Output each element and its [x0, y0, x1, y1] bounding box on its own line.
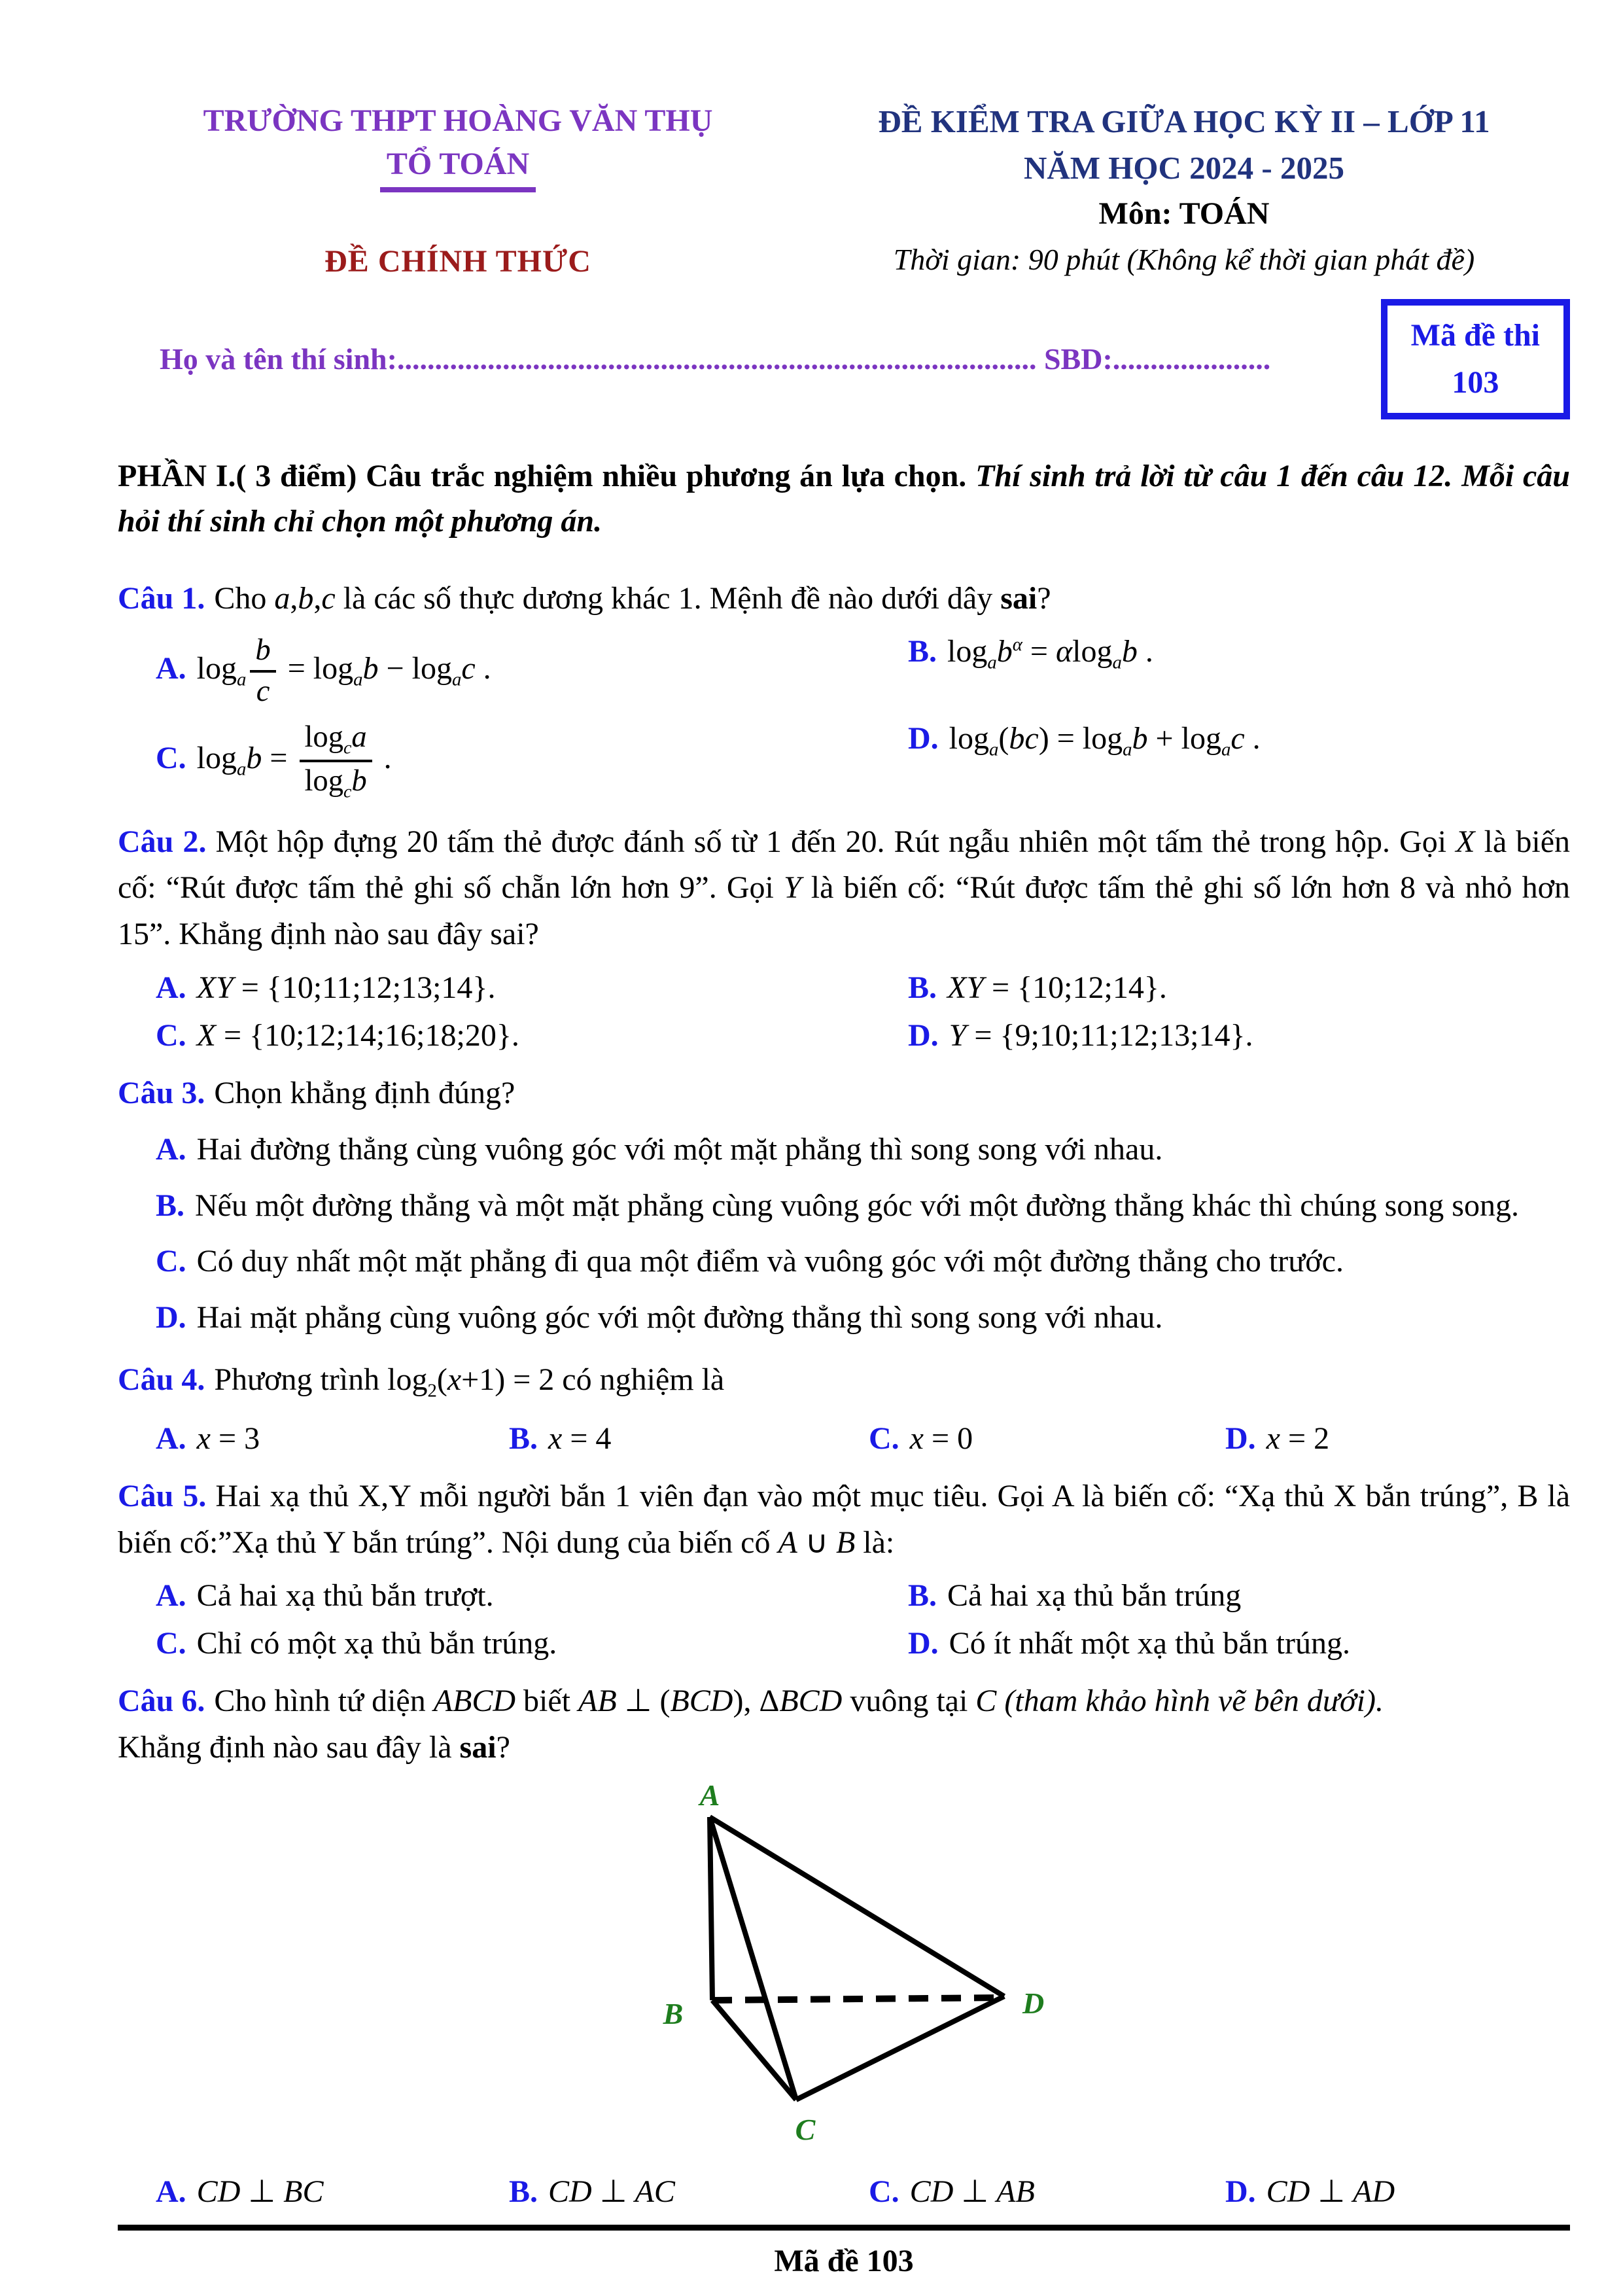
q3-option-c — [118, 1239, 1570, 1284]
subject: Môn: TOÁN — [1098, 196, 1270, 232]
q4-option-a — [156, 1421, 509, 1457]
official-exam-label: ĐỀ CHÍNH THỨC — [324, 243, 591, 279]
vertex-label-a: A — [699, 1782, 720, 1812]
question-5 — [118, 1474, 1570, 1661]
option-letter: D. — [1225, 2174, 1256, 2209]
option-letter: B. — [156, 1188, 185, 1223]
option-formula: Y = {9;10;11;12;13;14}. — [949, 1017, 1253, 1053]
option-formula: CD ⊥ AD — [1266, 2174, 1395, 2209]
edge-bd-hidden — [712, 1998, 1004, 2000]
duration: Thời gian: 90 phút (Không kể thời gian phát đề) — [893, 242, 1475, 276]
department-name: TỔ TOÁN — [380, 144, 536, 192]
option-formula: CD ⊥ BC — [196, 2174, 324, 2209]
option-letter: C. — [156, 1626, 186, 1661]
question-number: Câu 4. — [118, 1362, 205, 1398]
option-letter: A. — [156, 970, 186, 1005]
school-name: TRƯỜNG THPT HOÀNG VĂN THỤ — [203, 103, 713, 138]
exam-title: ĐỀ KIỂM TRA GIỮA HỌC KỲ II – LỚP 11 — [878, 103, 1490, 139]
q5-options-row-1 — [118, 1578, 1570, 1614]
question-number: Câu 3. — [118, 1075, 205, 1110]
question-5-stem: Câu 5. Hai xạ thủ X,Y mỗi người bắn 1 viên đạn vào một mục tiêu. Gọi A là biến cố: “Xạ thủ X bắn trúng”, B là biến cố:”Xạ thủ Y bắn trúng”. Nội dung của biến cố A ∪ B là: — [118, 1479, 1571, 1560]
option-letter: A. — [156, 1132, 186, 1167]
q6-option-c — [869, 2173, 1225, 2210]
vertex-label-d: D — [1022, 1986, 1045, 2020]
question-number: Câu 5. — [118, 1479, 207, 1514]
q4-option-d — [1225, 1421, 1570, 1457]
option-text: Hai mặt phẳng cùng vuông góc với một đường thẳng thì song song với nhau. — [196, 1299, 1163, 1335]
exam-code-label: Mã đề thi — [1410, 317, 1540, 353]
option-letter: A. — [156, 1578, 186, 1614]
part1-heading-italic: Thí sinh trả lời từ câu 1 đến câu 12. Mỗi câu hỏi thí sinh chỉ chọn một phương án. — [118, 458, 1570, 539]
sbd-label: SBD:..................... — [1043, 342, 1271, 376]
vertex-label-b: B — [663, 1996, 684, 2030]
option-letter: B. — [509, 2174, 538, 2209]
q6-option-b — [509, 2173, 869, 2210]
q5-option-d — [908, 1625, 1570, 1661]
option-letter: B. — [908, 1578, 937, 1614]
q2-option-a — [156, 970, 908, 1006]
edge-ab — [710, 1817, 712, 2000]
inline-math: A ∪ B — [778, 1525, 856, 1560]
question-3-stem: Câu 3. Chọn khẳng định đúng? — [118, 1075, 515, 1110]
part1-heading — [118, 453, 1570, 544]
option-letter: B. — [509, 1421, 538, 1457]
q2-option-c — [156, 1017, 908, 1053]
inline-math: $\log_2(x+1) = 2$ — [387, 1362, 555, 1402]
q4-option-c — [869, 1421, 1225, 1457]
header — [118, 98, 1570, 282]
option-formula: CD ⊥ AC — [548, 2174, 675, 2209]
q1-option-d — [908, 720, 1570, 802]
header-right — [798, 98, 1570, 282]
question-6 — [118, 1678, 1570, 2209]
option-formula: XY = {10;11;12;13;14}. — [196, 970, 496, 1005]
q5-option-c — [156, 1625, 908, 1661]
exam-code-box — [1381, 299, 1570, 419]
option-text: Chỉ có một xạ thủ bắn trúng. — [196, 1626, 557, 1661]
footer-rule — [118, 2225, 1570, 2231]
q3-option-b — [118, 1183, 1570, 1229]
edge-cd — [796, 1996, 1004, 2100]
option-letter: C. — [156, 741, 186, 776]
q2-options-row-1 — [118, 970, 1570, 1006]
option-formula: $\log_a(bc) = \log_ab + \log_ac$ . — [949, 720, 1261, 760]
option-formula: $\log_a$ $\frac{b}{c}$ = $\log_ab - \log_ac$ . — [196, 633, 491, 708]
option-formula: CD ⊥ AB — [909, 2174, 1035, 2209]
inline-math: AB ⊥ (BCD), — [578, 1684, 752, 1719]
q5-options-row-2 — [118, 1625, 1570, 1661]
student-id-row — [118, 299, 1570, 419]
q5-option-a — [156, 1578, 908, 1614]
question-6-stem-line2: Khẳng định nào sau đây là sai? — [118, 1730, 510, 1765]
option-formula: XY = {10;12;14}. — [947, 970, 1167, 1005]
question-number: Câu 6. — [118, 1684, 205, 1719]
q3-option-d — [118, 1295, 1570, 1341]
option-letter: D. — [1225, 1421, 1256, 1457]
inline-math: Y — [783, 870, 801, 906]
option-text: Hai đường thẳng cùng vuông góc với một mặt phẳng thì song song với nhau. — [196, 1132, 1163, 1167]
school-year: NĂM HỌC 2024 - 2025 — [1024, 150, 1344, 186]
question-1 — [118, 576, 1570, 802]
tetrahedron-svg — [644, 1783, 1076, 2149]
q5-option-b — [908, 1578, 1570, 1614]
inline-math: X — [1456, 824, 1475, 859]
q1-options-row-2 — [118, 720, 1570, 802]
q2-option-b — [908, 970, 1570, 1006]
q1-option-b — [908, 633, 1570, 708]
inline-math: ABCD — [433, 1684, 516, 1719]
q6-option-d — [1225, 2173, 1570, 2210]
option-letter: A. — [156, 650, 186, 686]
q2-option-d — [908, 1017, 1570, 1053]
q6-options-row — [118, 2173, 1570, 2210]
option-letter: D. — [908, 1626, 939, 1661]
footer-exam-code: Mã đề 103 — [774, 2244, 914, 2278]
q1-option-a — [156, 633, 908, 708]
option-letter: D. — [908, 720, 939, 756]
option-formula: X = {10;12;14;16;18;20}. — [196, 1017, 519, 1053]
question-2 — [118, 819, 1570, 1053]
q3-option-a — [118, 1127, 1570, 1173]
option-letter: C. — [869, 2174, 899, 2209]
option-formula: x = 2 — [1266, 1421, 1330, 1457]
option-formula: x = 0 — [909, 1421, 973, 1457]
student-name-label: Họ và tên thí sinh:..................................................................................... — [160, 342, 1037, 376]
question-number: Câu 1. — [118, 580, 205, 616]
vertex-label-c: C — [795, 2112, 816, 2146]
q2-options-row-2 — [118, 1017, 1570, 1053]
exam-code-value: 103 — [1452, 364, 1499, 400]
question-4-stem: Câu 4. Phương trình $\log_2(x+1) = 2$ có nghiệm là — [118, 1362, 725, 1402]
question-number: Câu 2. — [118, 824, 207, 859]
option-letter: A. — [156, 1421, 186, 1457]
question-4 — [118, 1357, 1570, 1457]
tetrahedron-figure — [644, 1783, 1076, 2157]
option-letter: A. — [156, 2174, 186, 2209]
option-letter: B. — [908, 970, 937, 1005]
header-left — [118, 98, 798, 282]
question-6-stem: Câu 6. Cho hình tứ diện ABCD biết AB ⊥ (BCD), ΔBCD vuông tại C (tham khảo hình vẽ bên dưới). — [118, 1684, 1384, 1719]
inline-math: a,b,c — [274, 580, 336, 616]
inline-math: ΔBCD — [759, 1684, 843, 1719]
inline-math: C — [975, 1684, 997, 1719]
option-text: Cả hai xạ thủ bắn trượt. — [196, 1578, 494, 1614]
question-2-stem: Câu 2. Một hộp đựng 20 tấm thẻ được đánh số từ 1 đến 20. Rút ngẫu nhiên một tấm thẻ trong hộp. Gọi X là biến cố: “Rút được tấm thẻ ghi số chẵn lớn hơn 9”. Gọi Y là biến cố: “Rút được tấm thẻ ghi số lớn hơn 8 và nhỏ hơn 15”. Khẳng định nào sau đây sai? — [118, 824, 1571, 951]
option-letter: B. — [908, 634, 937, 669]
option-letter: D. — [156, 1299, 186, 1335]
option-letter: C. — [869, 1421, 899, 1457]
option-letter: C. — [156, 1244, 186, 1279]
q1-option-c — [156, 720, 908, 802]
option-text: Cả hai xạ thủ bắn trúng — [947, 1578, 1242, 1614]
part1-heading-bold: PHẦN I.( 3 điểm) Câu trắc nghiệm nhiều phương án lựa chọn. — [118, 458, 976, 493]
option-letter: D. — [908, 1017, 939, 1053]
option-formula: $\log_ab^\alpha = \alpha\log_ab$ . — [947, 634, 1153, 674]
option-text: Có ít nhất một xạ thủ bắn trúng. — [949, 1626, 1350, 1661]
student-name-line — [118, 342, 1359, 376]
option-letter: C. — [156, 1017, 186, 1053]
option-formula: $\log_ab$ = $\frac{\log_ca}{\log_cb}$ . — [196, 720, 392, 802]
question-1-stem: Câu 1. Cho a,b,c là các số thực dương khác 1. Mệnh đề nào dưới dây sai? — [118, 580, 1051, 616]
option-text: Có duy nhất một mặt phẳng đi qua một điểm và vuông góc với một đường thẳng cho trước. — [196, 1244, 1344, 1279]
option-text: Nếu một đường thẳng và một mặt phẳng cùng vuông góc với một đường thẳng khác thì chúng song song. — [195, 1188, 1519, 1223]
q6-option-a — [156, 2173, 509, 2210]
question-3 — [118, 1070, 1570, 1341]
option-formula: x = 4 — [548, 1421, 612, 1457]
option-formula: x = 3 — [196, 1421, 260, 1457]
q4-options-row — [118, 1421, 1570, 1457]
q4-option-b — [509, 1421, 869, 1457]
q1-options-row-1 — [118, 633, 1570, 708]
